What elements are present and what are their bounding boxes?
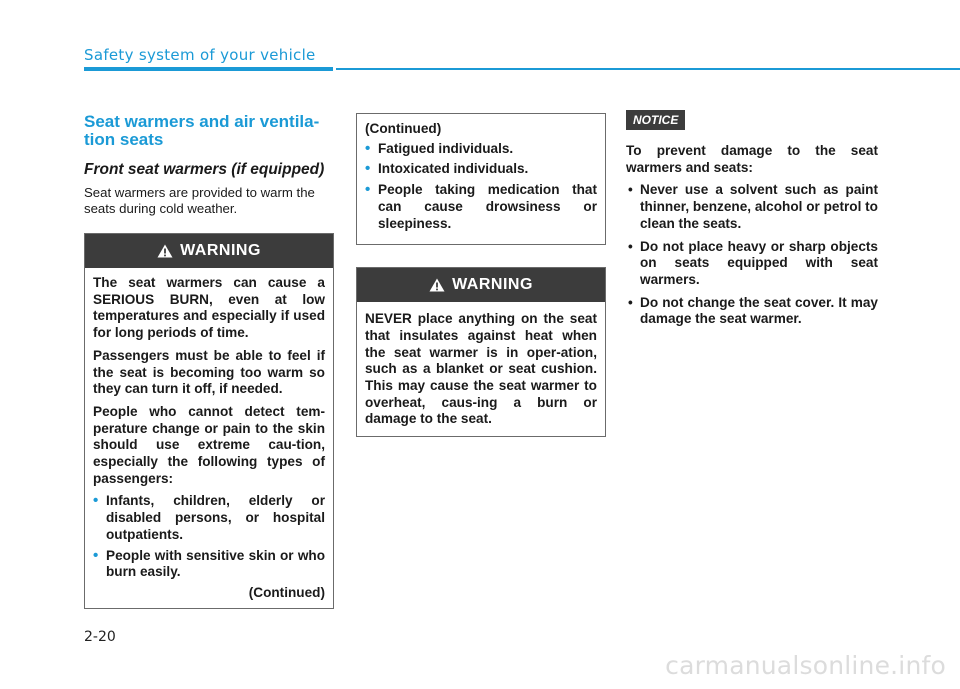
warning-triangle-icon [429,278,445,292]
warning-header [85,234,333,268]
warning-header [357,268,605,302]
list-item-text: Intoxicated individuals. [378,161,529,177]
list-item-text: People with sensitive skin or who burn easily. [106,547,325,580]
list-item [626,239,878,289]
list-item [365,161,597,178]
page-number: 2-20 [84,629,116,645]
warning-triangle-icon [157,244,173,258]
list-item-text: Never use a solvent such as paint thinner, benzene, alcohol or petrol to clean the seats. [640,182,878,231]
section-title-line1: Seat warmers and air ventila- [84,112,320,131]
notice-badge: NOTICE [626,110,685,130]
watermark: carmanualsonline.info [665,651,946,680]
subsection-title: Front seat warmers (if equipped) [84,161,325,178]
header-accent-bar [84,67,333,71]
list-item-text: Infants, children, elderly or disabled persons, or hospital outpatients. [106,493,325,542]
column-middle [356,113,606,437]
continued-label: (Continued) [248,584,325,600]
continued-body [357,114,605,244]
list-item [365,182,597,232]
list-item [626,182,878,232]
seat-warmer-warning-box [84,233,334,609]
continued-bullet-list [365,141,597,233]
list-item [93,548,325,581]
list-item [626,295,878,328]
list-item-text: Do not change the seat cover. It may damage the seat warmer. [640,294,878,327]
warning-paragraph: The seat warmers can cause a SERIOUS BURN, even at low temperatures and especially if used for long periods of time. [93,275,325,341]
warning-paragraph: NEVER place anything on the seat that insulates against heat when the seat warmer is in oper-ation, such as a blanket or seat cushion. This may cause the seat warmer to overheat, caus-ing a burn or damage to the seat. [365,311,597,427]
header-rule [336,68,960,70]
continued-warning-box [356,113,606,245]
notice-body [626,143,878,328]
notice-intro: To prevent damage to the seat warmers and seats: [626,143,878,175]
bullet-dot-icon: • [628,182,633,198]
list-item-text: Do not place heavy or sharp objects on seats equipped with seat warmers. [640,238,878,287]
header-title: Safety system of your vehicle [84,46,316,64]
notice-bullet-list [626,182,878,328]
section-title [84,113,334,149]
warning-bullet-list [93,493,325,581]
list-item [93,493,325,543]
warning-paragraph: Passengers must be able to feel if the seat is becoming too warm so they can turn it off, if needed. [93,347,325,397]
warning-body [85,268,333,608]
insulation-warning-box [356,267,606,437]
warning-label: WARNING [452,276,533,294]
warning-paragraph: People who cannot detect tem-perature change or pain to the skin should use extreme cau-tion, especially the following types of passengers: [93,403,325,486]
bullet-dot-icon: • [93,546,99,564]
warning-body [357,302,605,436]
warning-label: WARNING [180,242,261,259]
continued-label: (Continued) [365,121,442,136]
column-right [626,110,878,334]
bullet-dot-icon: • [365,181,371,199]
list-item-text: Fatigued individuals. [378,140,514,156]
column-left [84,110,334,609]
bullet-dot-icon: • [628,238,633,254]
bullet-dot-icon: • [628,294,633,310]
list-item [365,141,597,158]
list-item-text: People taking medication that can cause drowsiness or sleepiness. [378,182,597,231]
bullet-dot-icon: • [365,160,371,178]
intro-text: Seat warmers are provided to warm the seats during cold weather. [84,185,315,216]
section-title-line2: tion seats [84,130,164,149]
bullet-dot-icon: • [93,492,99,510]
bullet-dot-icon: • [365,139,371,157]
